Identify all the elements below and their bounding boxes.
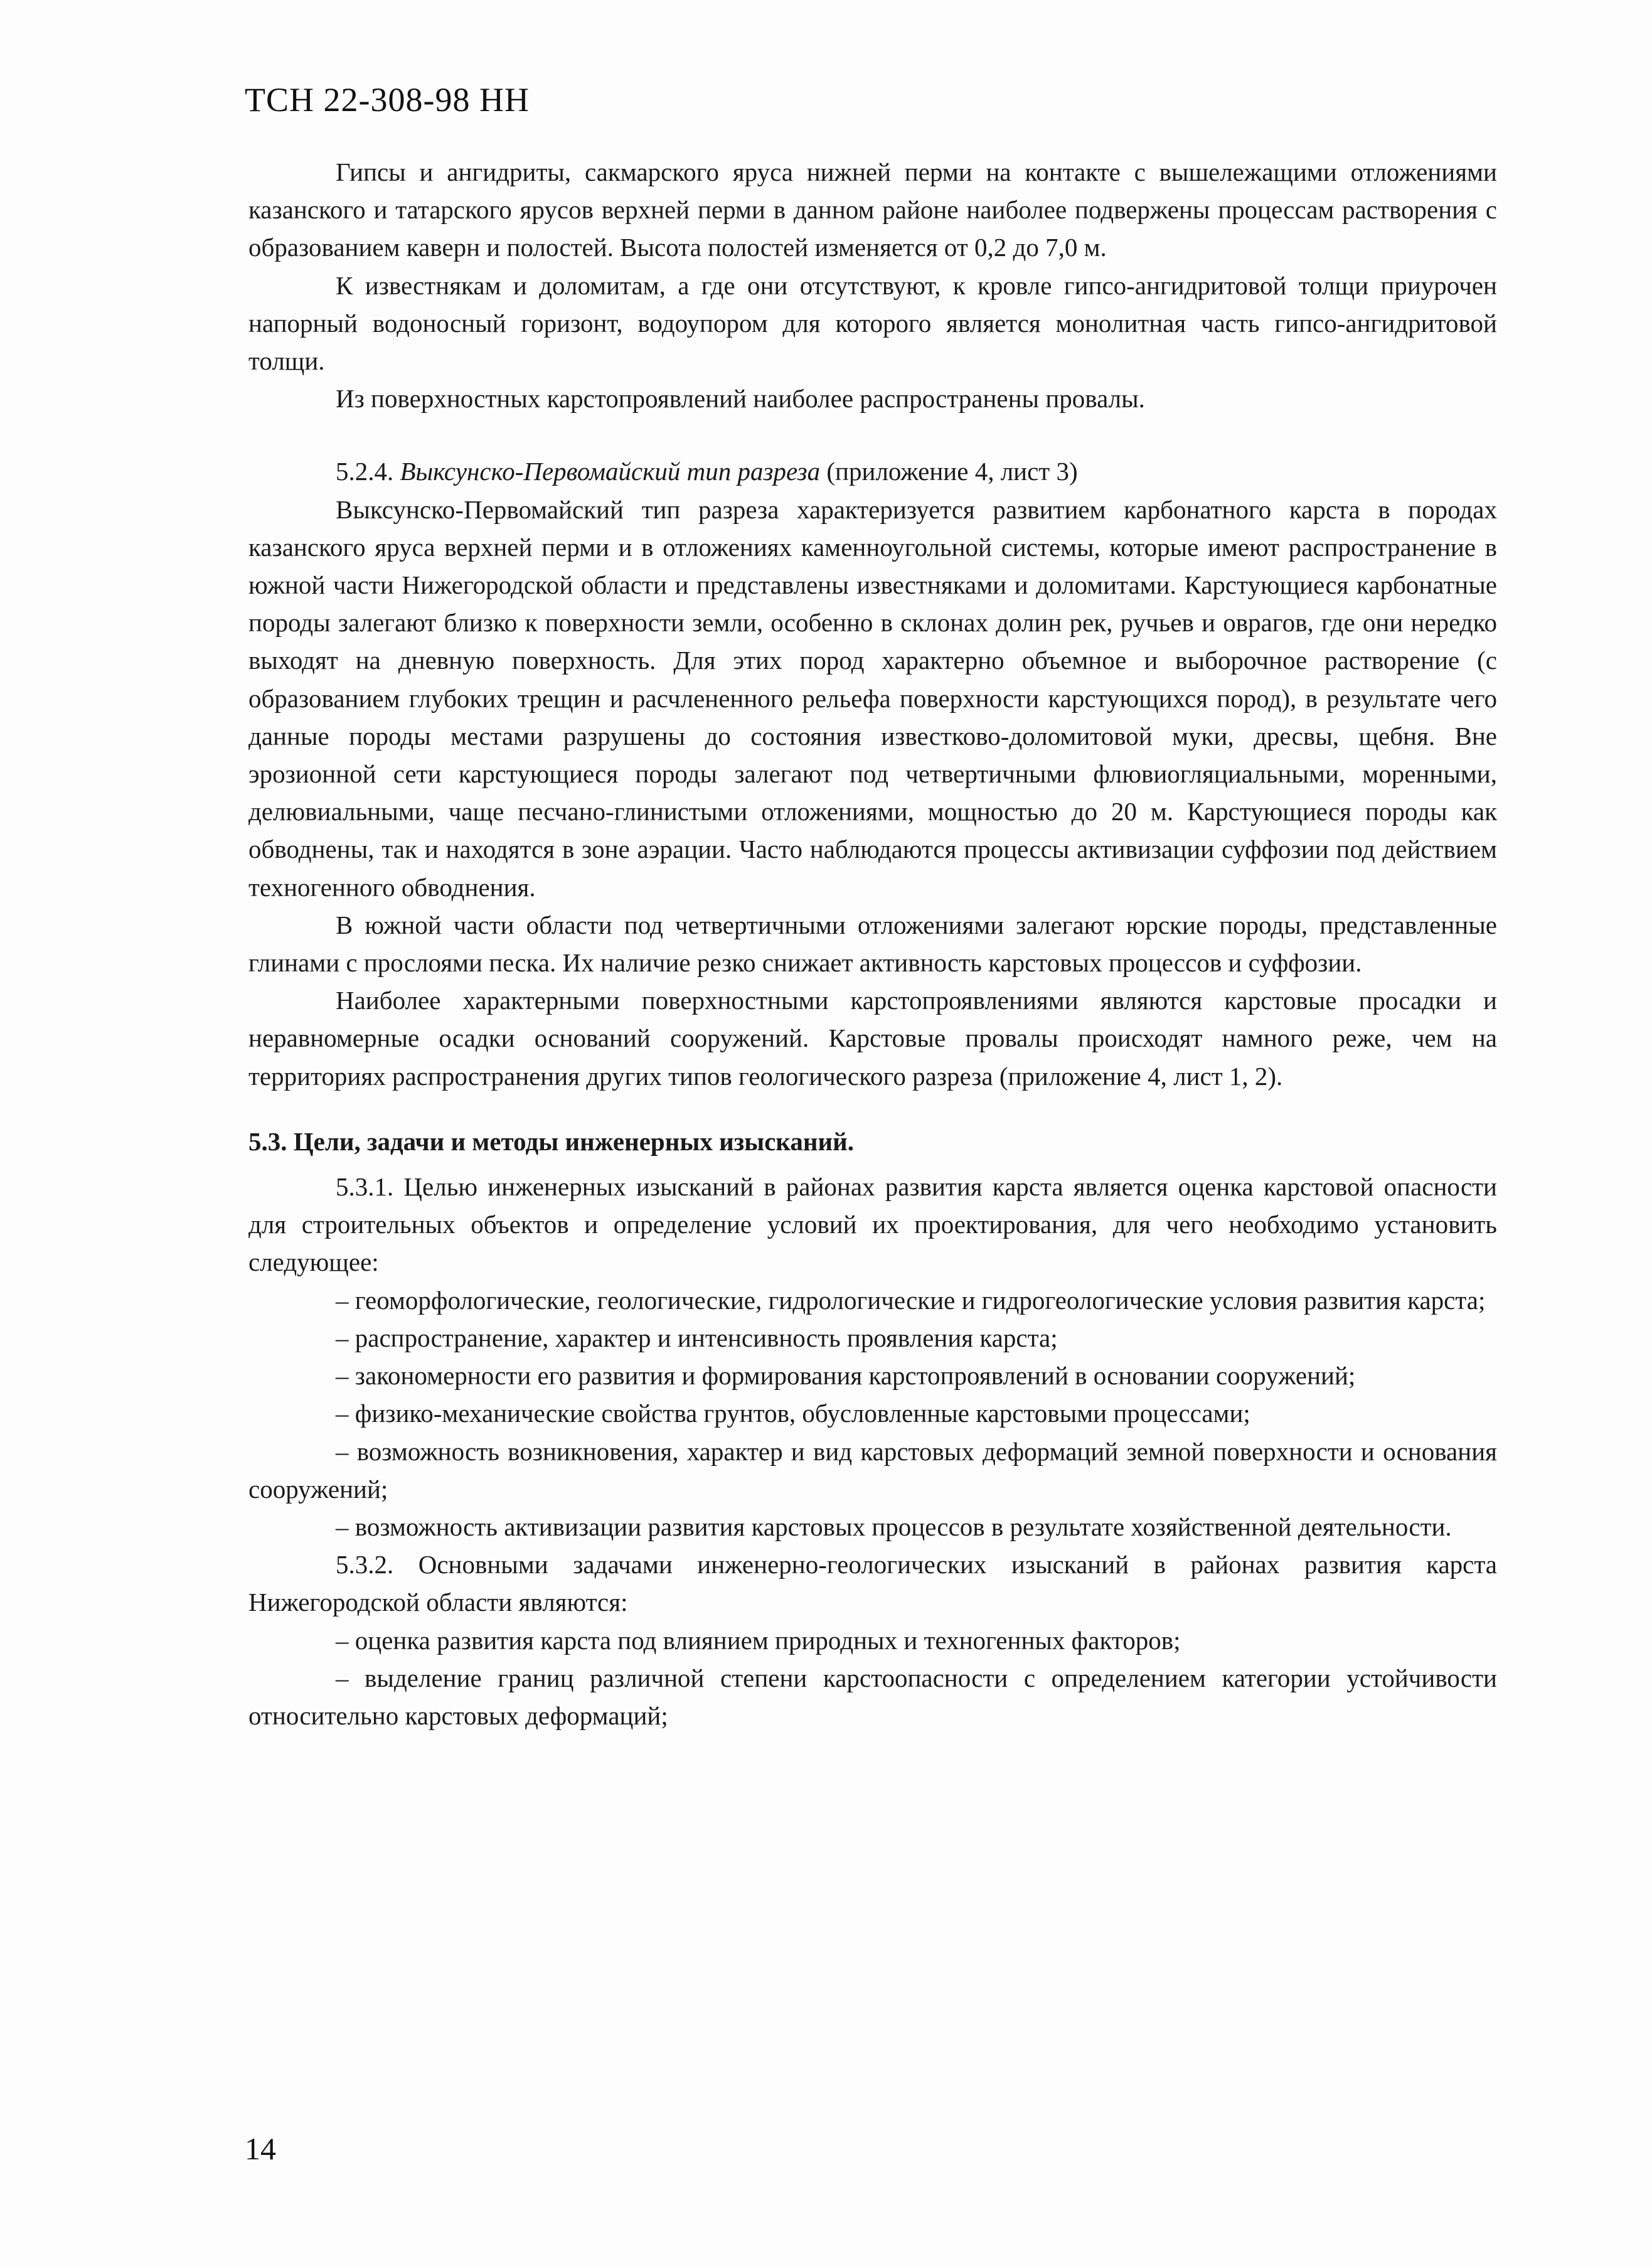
spacer — [248, 1160, 1497, 1168]
document-body — [248, 153, 1497, 1734]
paragraph: Гипсы и ангидриты, сакмарского яруса нижней перми на контакте с вышележащими отложениями казанского и татарского ярусов верхней перми в данном районе наиболее подвержены процессам растворения с образованием каверн и полостей. Высота полостей изменяется от 0,2 до 7,0 м. — [248, 158, 1497, 262]
subsection-title-italic: Выксунско-Первомайский тип разреза — [400, 457, 821, 486]
list-item: – выделение границ различной степени карстоопасности с определением категории устойчивости относительно карстовых деформаций; — [248, 1663, 1497, 1730]
paragraph: 5.3.1. Целью инженерных изысканий в районах развития карста является оценка карстовой опасности для строительных объектов и определение условий их проектирования, для чего необходимо установить следующее: — [248, 1172, 1497, 1277]
paragraph: К известнякам и доломитам, а где они отсутствуют, к кровле гипсо-ангидритовой толщи приурочен напорный водоносный горизонт, водоупором для которого является монолитная часть гипсо-ангидритовой толщи. — [248, 270, 1497, 376]
document-header: ТСН 22-308-98 НН — [245, 81, 530, 119]
section-heading: 5.3. Цели, задачи и методы инженерных изысканий. — [248, 1126, 855, 1156]
list-item: – возможность активизации развития карстовых процессов в результате хозяйственной деятельности. — [336, 1512, 1452, 1541]
page-number: 14 — [245, 2131, 276, 2166]
spacer — [248, 1095, 1497, 1123]
list-item: – возможность возникновения, характер и вид карстовых деформаций земной поверхности и основания сооружений; — [248, 1436, 1497, 1504]
list-item: – физико-механические свойства грунтов, обусловленные карстовыми процессами; — [336, 1399, 1250, 1428]
list-item: – распространение, характер и интенсивность проявления карста; — [336, 1323, 1058, 1352]
subsection-ref: (приложение 4, лист 3) — [826, 457, 1078, 486]
paragraph: 5.3.2. Основными задачами инженерно-геологических изысканий в районах развития карста Нижегородской области являются: — [248, 1550, 1497, 1617]
paragraph: Выксунско-Первомайский тип разреза характеризуется развитием карбонатного карста в породах казанского яруса верхней перми и в отложениях каменноугольной системы, которые имеют распространение в южной части Нижегородской области и представлены известняками и доломитами. Карстующиеся карбонатные породы залегают близко к поверхности земли, особенно в склонах долин рек, ручьев и оврагов, где они нередко выходят на дневную поверхность. Для этих пород характерно объемное и выборочное растворение (с образованием глубоких трещин и расчлененного рельефа поверхности карстующихся пород), в результате чего данные породы местами разрушены до состояния известково-доломитовой муки, дресвы, щебня. Вне эрозионной сети карстующиеся породы залегают под четвертичными флювиогляциальными, моренными, делювиальными, чаще песчано-глинистыми отложениями, мощностью до 20 м. Карстующиеся породы как обводнены, так и находятся в зоне аэрации. Часто наблюдаются процессы активизации суффозии под действием техногенного обводнения. — [248, 494, 1497, 902]
subsection-number: 5.2.4. — [336, 457, 394, 486]
list-item: – геоморфологические, геологические, гидрологические и гидрогеологические условия развития карста; — [336, 1285, 1486, 1315]
spacer — [248, 417, 1497, 452]
paragraph: Наиболее характерными поверхностными карстопроявлениями являются карстовые просадки и неравномерные осадки оснований сооружений. Карстовые провалы происходят намного реже, чем на территориях распространения других типов геологического разреза (приложение 4, лист 1, 2). — [248, 986, 1497, 1091]
paragraph: Из поверхностных карстопроявлений наиболее распространены провалы. — [336, 384, 1145, 414]
subsection-title — [248, 452, 1497, 490]
list-item: – оценка развития карста под влиянием природных и техногенных факторов; — [336, 1625, 1181, 1655]
paragraph: В южной части области под четвертичными отложениями залегают юрские породы, представленные глинами с прослоями песка. Их наличие резко снижает активность карстовых процессов и суффозии. — [248, 910, 1497, 978]
list-item: – закономерности его развития и формирования карстопроявлений в основании сооружений; — [336, 1361, 1356, 1391]
